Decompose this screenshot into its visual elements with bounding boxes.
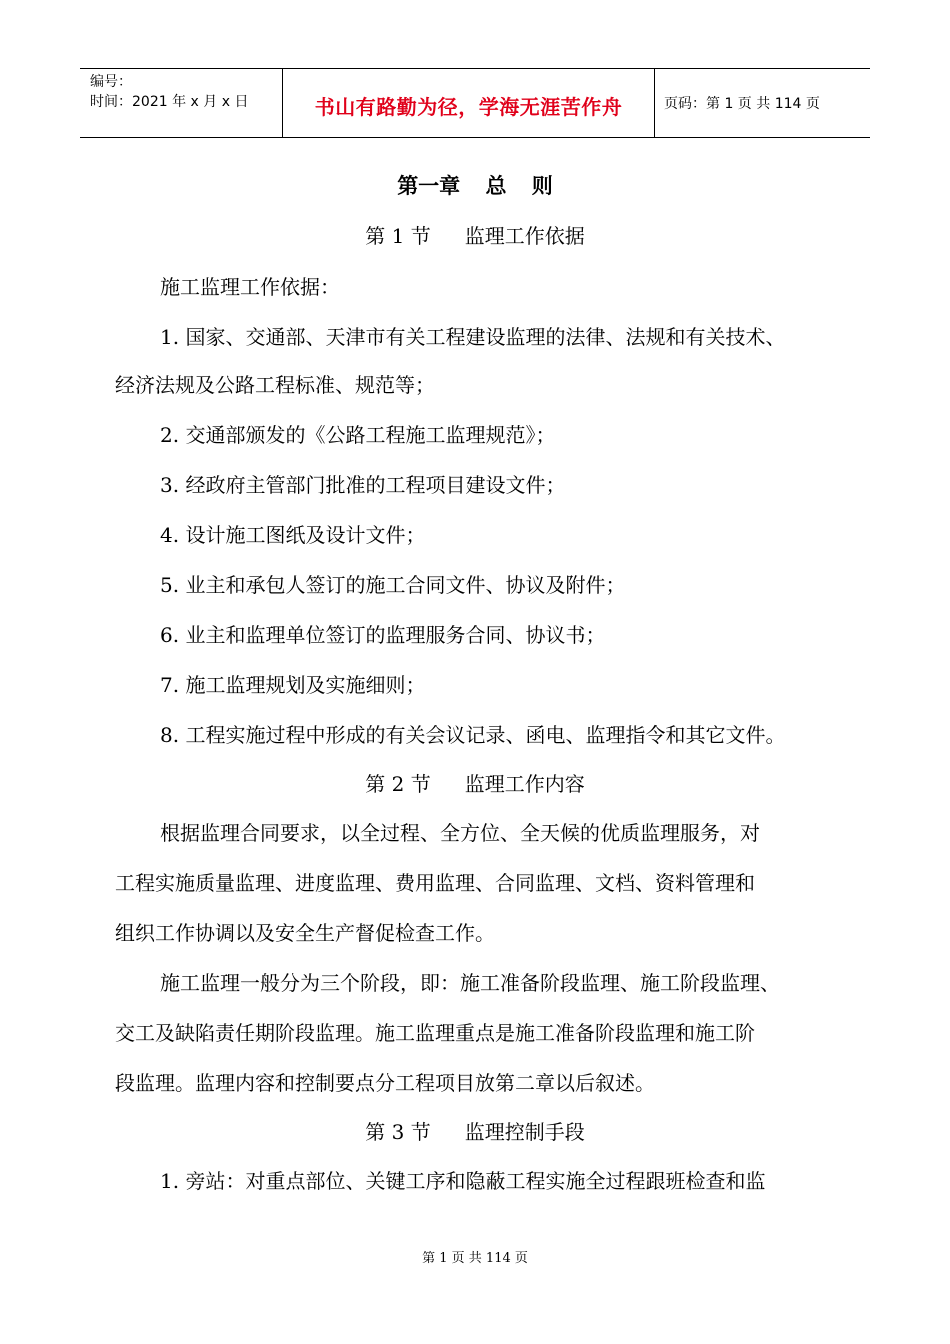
- section-title: 监理工作内容: [464, 772, 585, 796]
- header-left-cell: [80, 69, 282, 137]
- document-time-label: 时间：2021 年 x 月 x 日: [90, 94, 249, 110]
- list-item: 4. 设计施工图纸及设计文件；: [160, 523, 426, 547]
- list-item: 2. 交通部颁发的《公路工程施工监理规范》；: [160, 423, 556, 447]
- paragraph-continuation: 交工及缺陷责任期阶段监理。施工监理重点是施工准备阶段监理和施工阶: [115, 1021, 755, 1045]
- section-number: 第 2 节: [365, 772, 431, 796]
- page-footer: 第 1 页 共 114 页: [422, 1251, 528, 1266]
- list-item: 3. 经政府主管部门批准的工程项目建设文件；: [160, 473, 566, 497]
- paragraph-continuation: 工程实施质量监理、进度监理、费用监理、合同监理、文档、资料管理和: [115, 871, 755, 895]
- list-item: 5. 业主和承包人签订的施工合同文件、协议及附件；: [160, 573, 626, 597]
- paragraph: 施工监理工作依据：: [160, 275, 340, 299]
- list-item: 1. 国家、交通部、天津市有关工程建设监理的法律、法规和有关技术、: [160, 325, 786, 349]
- section-number: 第 3 节: [365, 1120, 431, 1144]
- section-number: 第 1 节: [365, 224, 431, 248]
- paragraph-continuation: 组织工作协调以及安全生产督促检查工作。: [115, 921, 495, 945]
- list-item: 6. 业主和监理单位签订的监理服务合同、协议书；: [160, 623, 606, 647]
- section-heading-2: [0, 768, 950, 797]
- section-title: 监理控制手段: [464, 1120, 585, 1144]
- list-item-continuation: 经济法规及公路工程标准、规范等；: [115, 373, 435, 397]
- header-table: [80, 68, 870, 138]
- section-title: 监理工作依据: [464, 224, 585, 248]
- motto-text: 书山有路勤为径，学海无涯苦作舟: [314, 95, 623, 119]
- header-middle-cell: [282, 69, 655, 137]
- header-right-cell: [654, 69, 870, 137]
- list-item: 1. 旁站：对重点部位、关键工序和隐蔽工程实施全过程跟班检查和监: [160, 1169, 766, 1193]
- paragraph: 施工监理一般分为三个阶段，即：施工准备阶段监理、施工阶段监理、: [160, 971, 780, 995]
- list-item: 7. 施工监理规划及实施细则；: [160, 673, 426, 697]
- list-item: 8. 工程实施过程中形成的有关会议记录、函电、监理指令和其它文件。: [160, 723, 786, 747]
- page-info: 页码：第 1 页 共 114 页: [664, 96, 820, 112]
- section-heading-3: [0, 1116, 950, 1145]
- section-heading-1: [0, 220, 950, 249]
- paragraph-continuation: 段监理。监理内容和控制要点分工程项目放第二章以后叙述。: [115, 1071, 655, 1095]
- document-number-label: 编号：: [90, 74, 132, 90]
- chapter-title: 第一章 总 则: [397, 173, 553, 198]
- paragraph: 根据监理合同要求，以全过程、全方位、全天候的优质监理服务，对: [160, 821, 760, 845]
